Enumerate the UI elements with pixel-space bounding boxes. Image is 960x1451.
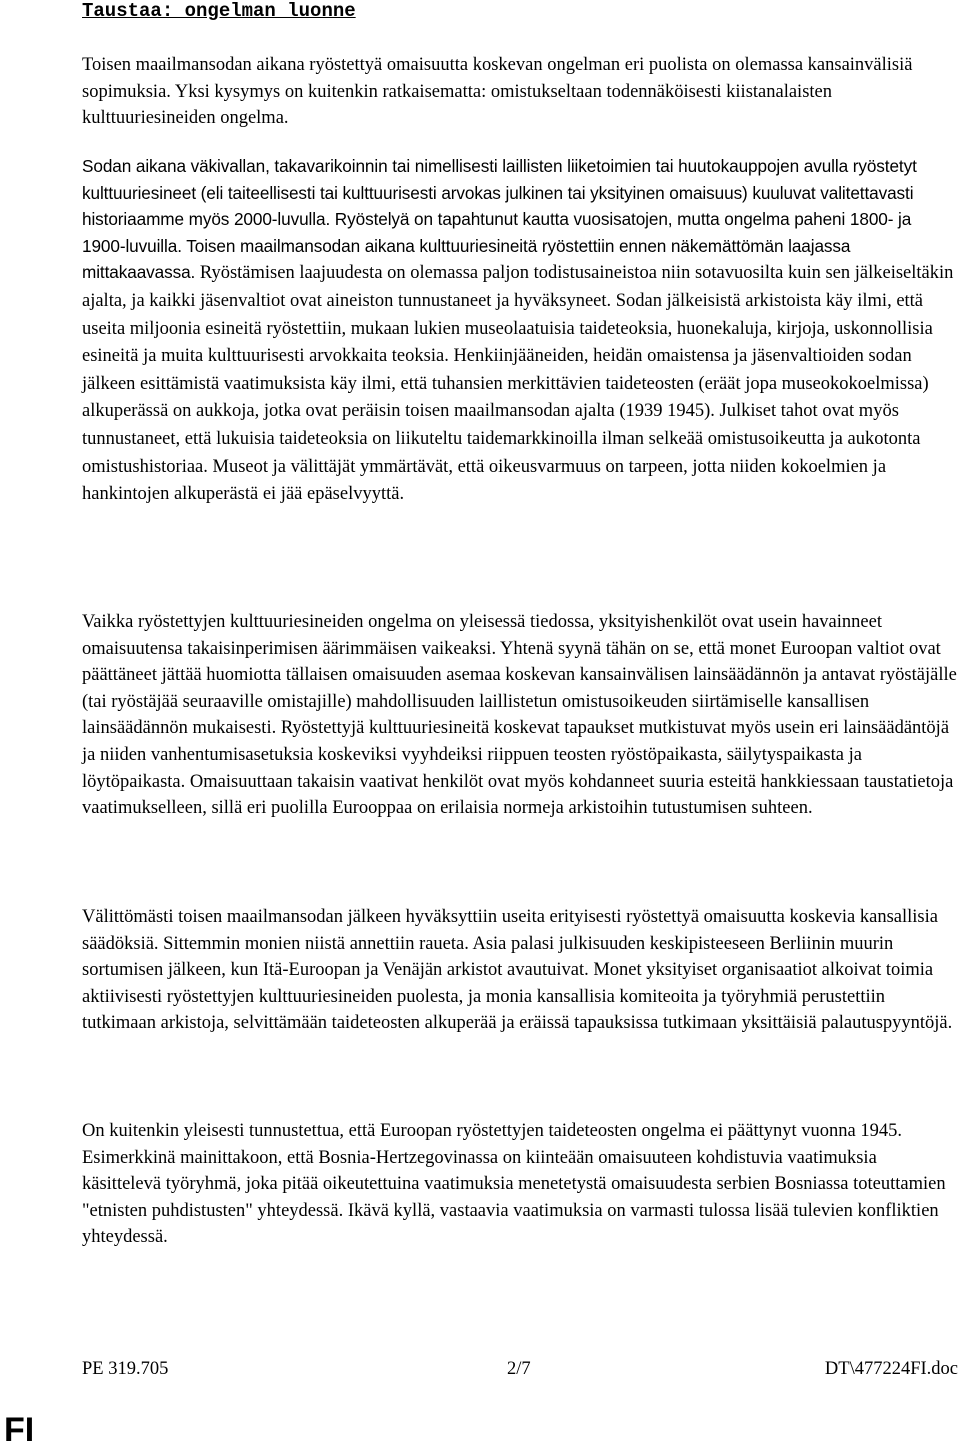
section-heading: Taustaa: ongelman luonne <box>82 0 356 22</box>
footer-page-number: 2/7 <box>507 1359 531 1379</box>
paragraph-4: Välittömästi toisen maailmansodan jälkeen hyväksyttiin useita erityisesti ryöstettyä omaisuutta koskevia kansallisia säädöksiä. Sittemmin monien niistä annettiin raueta. Asia palasi julkisuuden keskipisteeseen Berliinin muurin sortumisen jälkeen, kun Itä-Euroopan ja Venäjän arkistot avautuivat. Monet yksityiset organisaatiot alkoivat toimia aktiivisesti ryöstettyjen kulttuuriesineiden puolesta, ja monia kansallisia komiteoita ja työryhmiä perustettiin tutkimaan arkistoja, selvittämään taideteosten alkuperää ja eräissä tapauksissa tutkimaan yksittäisiä palautuspyyntöjä. <box>82 907 953 1034</box>
paragraph-2 <box>82 153 958 508</box>
language-code: FI <box>4 1411 35 1449</box>
paragraph-2-serif-part: Ryöstämisen laajuudesta on olemassa paljon todistusaineistoa niin sotavuosilta kuin sen jälkeiseltäkin ajalta, ja kaikki jäsenvaltiot ovat aineiston tunnustaneet ja hyväksyneet. Sodan jälkeisistä arkistoista käy ilmi, että useita miljoonia esineitä ryöstettiin, mukaan lukien museolaatuisia taideteoksia, huonekaluja, kirjoja, uskonnollisia esineitä ja muita kulttuurisesti arvokkaita teoksia. Henkiinjääneiden, heidän omaistensa ja jäsenvaltioiden sodan jälkeen esittämistä vaatimuksista käy ilmi, että tuhansien merkittävien taideteosten (eräät jopa museokokoelmissa) alkuperässä on aukkoja, jotka ovat peräisin toisen maailmansodan ajalta (1939 1945). Julkiset tahot ovat myös tunnustaneet, että lukuisia taideteoksia on liikuteltu taidemarkkinoilla ilman selkeää omistusoikeutta ja aukotonta omistushistoriaa. Museot ja välittäjät ymmärtävät, että oikeusvarmuus on tarpeen, jotta niiden kokoelmien ja hankintojen alkuperästä ei jää epäselvyyttä. <box>82 263 954 505</box>
footer-reference: PE 319.705 <box>82 1359 169 1379</box>
paragraph-2-sans-part: Sodan aikana väkivallan, takavarikoinnin tai nimellisesti laillisten liiketoimien tai huutokauppojen avulla ryöstetyt kulttuuriesineet (eli taiteellisesti tai kulttuurisesti arvokas julkinen tai yksityinen omaisuus) kuuluvat valitettavasti historiaamme myös 2000-luvulla. Ryöstelyä on tapahtunut kautta vuosisatojen, mutta ongelma paheni 1800- ja 1900-luvuilla. Toisen maailmansodan aikana kulttuuriesineitä ryöstettiin ennen näkemättömän laajassa mittakaavassa. <box>82 156 917 283</box>
footer-document-name: DT\477224FI.doc <box>824 1359 958 1379</box>
paragraph-1: Toisen maailmansodan aikana ryöstettyä omaisuutta koskevan ongelman eri puolista on olemassa kansainvälisiä sopimuksia. Yksi kysymys on kuitenkin ratkaisematta: omistukseltaan todennäköisesti kiistanalaisten kulttuuriesineiden ongelma. <box>82 55 913 129</box>
paragraph-5: On kuitenkin yleisesti tunnustettua, että Euroopan ryöstettyjen taideteosten ongelma ei päättynyt vuonna 1945. Esimerkkinä mainittakoon, että Bosnia-Hertzegovinassa on kiinteään omaisuuteen kohdistuvia vaatimuksia käsittelevä työryhmä, joka pitää oikeutettuina vaatimuksia menetetystä omaisuudesta serbien Bosniassa toteuttamien "etnisten puhdistusten" yhteydessä. Ikävä kyllä, vastaavia vaatimuksia on varmasti tulossa lisää tulevien konfliktien yhteydessä. <box>82 1121 946 1248</box>
paragraph-3: Vaikka ryöstettyjen kulttuuriesineiden ongelma on yleisessä tiedossa, yksityishenkilöt ovat usein havainneet omaisuutensa takaisinperimisen äärimmäisen vaikeaksi. Yhtenä syynä tähän on se, että monet Euroopan valtiot ovat päättäneet jättää huomiotta tällaisen omaisuuden asemaa koskevan kansainvälisen lainsäädännön ja antavat ryöstäjälle (tai ryöstäjää seuraaville omistajille) mahdollisuuden laillistetun omistusoikeuden siirtämiselle kansallisen lainsäädännön mukaisesti. Ryöstettyjä kulttuuriesineitä koskevat tapaukset mutkistuvat myös usein eri lainsäädäntöjä ja niiden vanhentumisasetuksia koskeviksi vyyhdeiksi riippuen teosten ryöstöpaikasta, säilytyspaikasta ja löytöpaikasta. Omaisuuttaan takaisin vaativat henkilöt ovat myös kohdanneet suuria esteitä hankkiessaan taustatietoja vaatimukselleen, sillä eri puolilla Eurooppaa on erilaisia normeja arkistoihin tutustumisen suhteen. <box>82 612 957 819</box>
